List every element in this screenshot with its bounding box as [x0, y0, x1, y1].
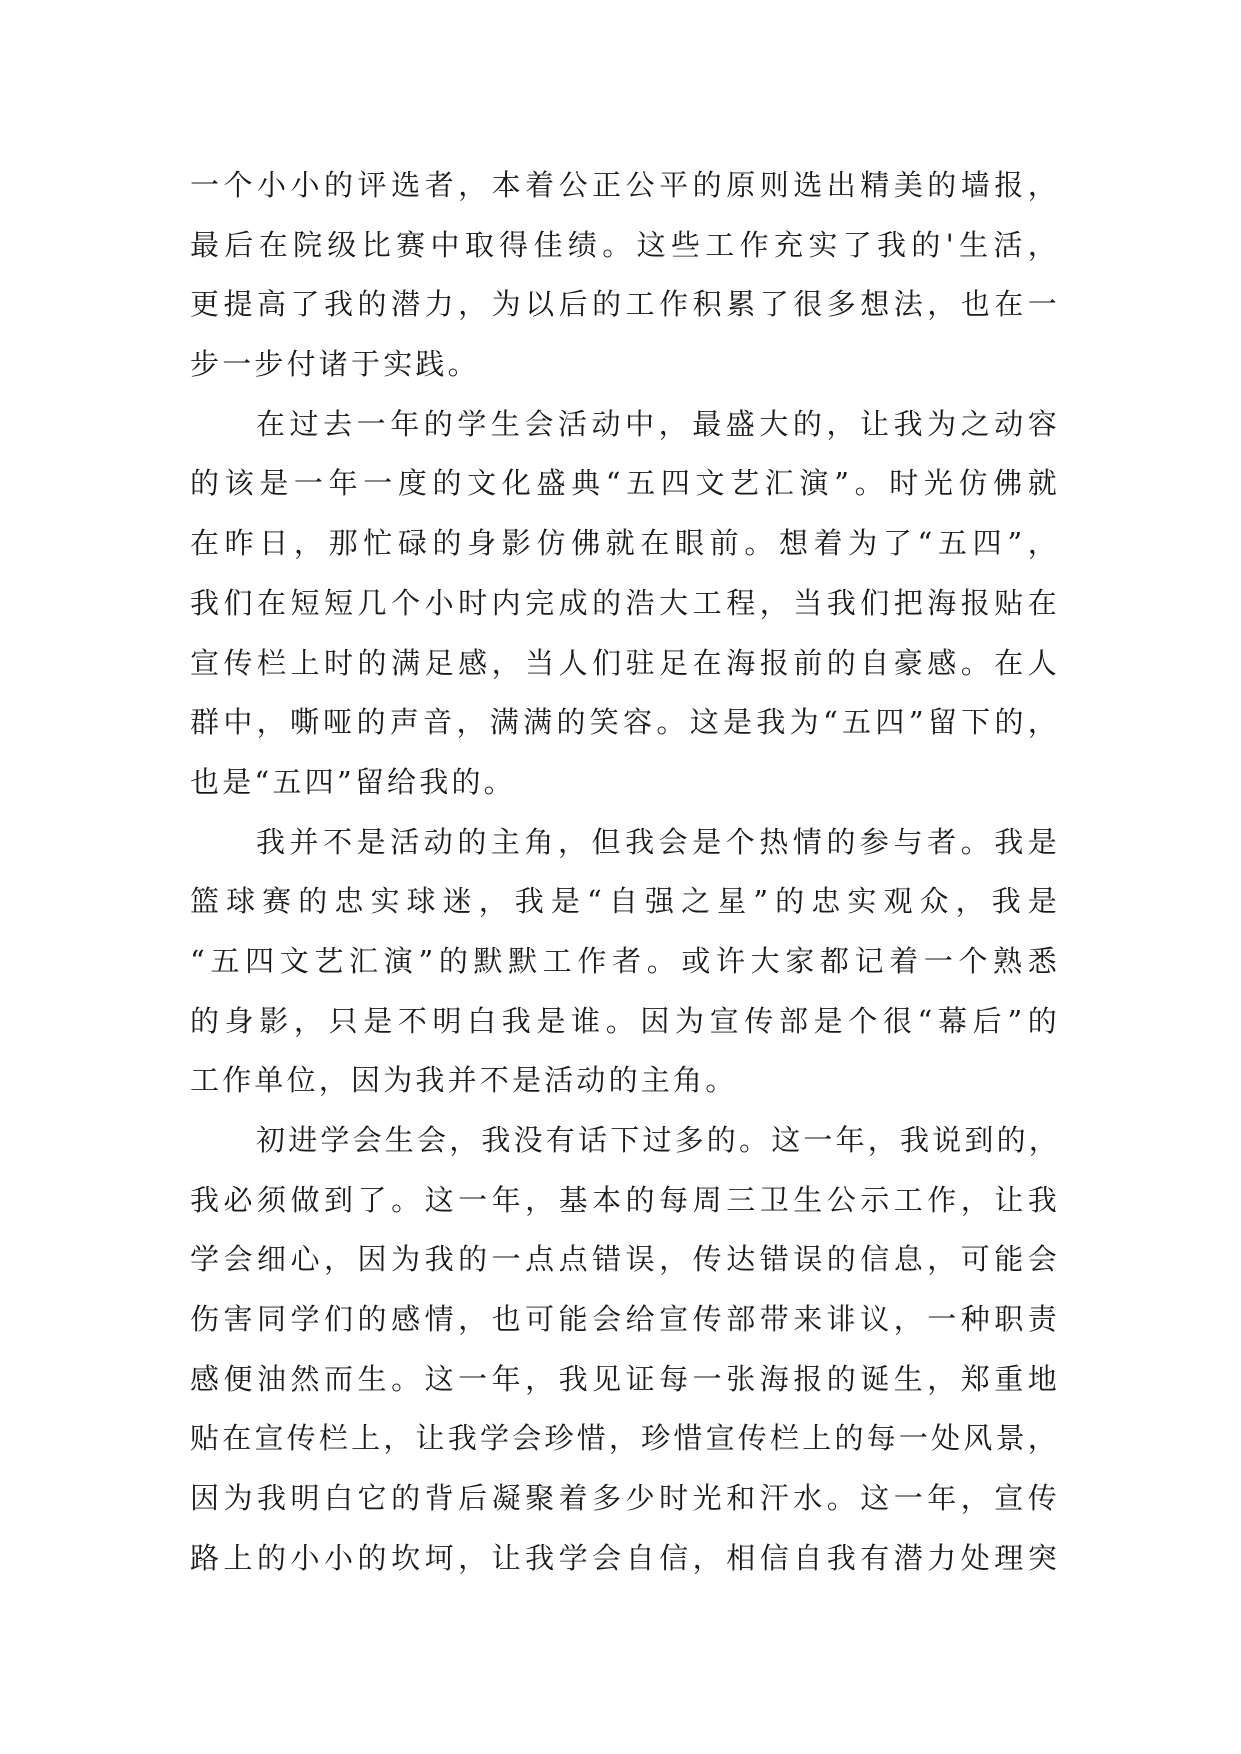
text-line: 在过去一年的学生会活动中，最盛大的，让我为之动容 [256, 406, 1060, 441]
text-line: 工作单位，因为我并不是活动的主角。 [190, 1063, 738, 1098]
text-line: 的该是一年一度的文化盛典“五四文艺汇演”。时光仿佛就 [190, 466, 1060, 501]
text-line: 学会细心，因为我的一点点错误，传达错误的信息，可能会 [190, 1242, 1060, 1277]
text-line: 一个小小的评选者，本着公正公平的原则选出精美的墙报， [190, 168, 1060, 202]
text-line: “五四文艺汇演”的默默工作者。或许大家都记着一个熟悉 [190, 943, 1060, 978]
text-line: 群中，嘶哑的声音，满满的笑容。这是我为“五四”留下的， [190, 705, 1060, 740]
text-line: 也是“五四”留给我的。 [190, 764, 516, 799]
document-body [190, 156, 1060, 1589]
text-line: 初进学会生会，我没有话下过多的。这一年，我说到的， [256, 1123, 1062, 1157]
text-line: 最后在院级比赛中取得佳绩。这些工作充实了我的'生活， [190, 227, 1060, 262]
text-line: 更提高了我的潜力，为以后的工作积累了很多想法，也在一 [190, 287, 1060, 322]
text-line: 贴在宣传栏上，让我学会珍惜，珍惜宣传栏上的每一处风景， [190, 1421, 1060, 1456]
text-line: 因为我明白它的背后凝聚着多少时光和汗水。这一年，宣传 [190, 1481, 1060, 1516]
text-line: 篮球赛的忠实球迷，我是“自强之星”的忠实观众，我是 [190, 884, 1060, 919]
text-line: 步一步付诸于实践。 [190, 347, 480, 382]
text-line: 宣传栏上时的满足感，当人们驻足在海报前的自豪感。在人 [190, 645, 1060, 680]
text-line: 在昨日，那忙碌的身影仿佛就在眼前。想着为了“五四”， [190, 526, 1060, 561]
text-line: 伤害同学们的感情，也可能会给宣传部带来诽议，一种职责 [190, 1302, 1060, 1337]
text-line: 路上的小小的坎坷，让我学会自信，相信自我有潜力处理突 [190, 1540, 1060, 1575]
text-line: 我并不是活动的主角，但我会是个热情的参与者。我是 [256, 824, 1060, 859]
text-line: 感便油然而生。这一年，我见证每一张海报的诞生，郑重地 [190, 1361, 1060, 1396]
text-line: 我们在短短几个小时内完成的浩大工程，当我们把海报贴在 [190, 585, 1060, 620]
text-line: 我必须做到了。这一年，基本的每周三卫生公示工作，让我 [190, 1182, 1060, 1217]
text-line: 的身影，只是不明白我是谁。因为宣传部是个很“幕后”的 [190, 1003, 1060, 1038]
